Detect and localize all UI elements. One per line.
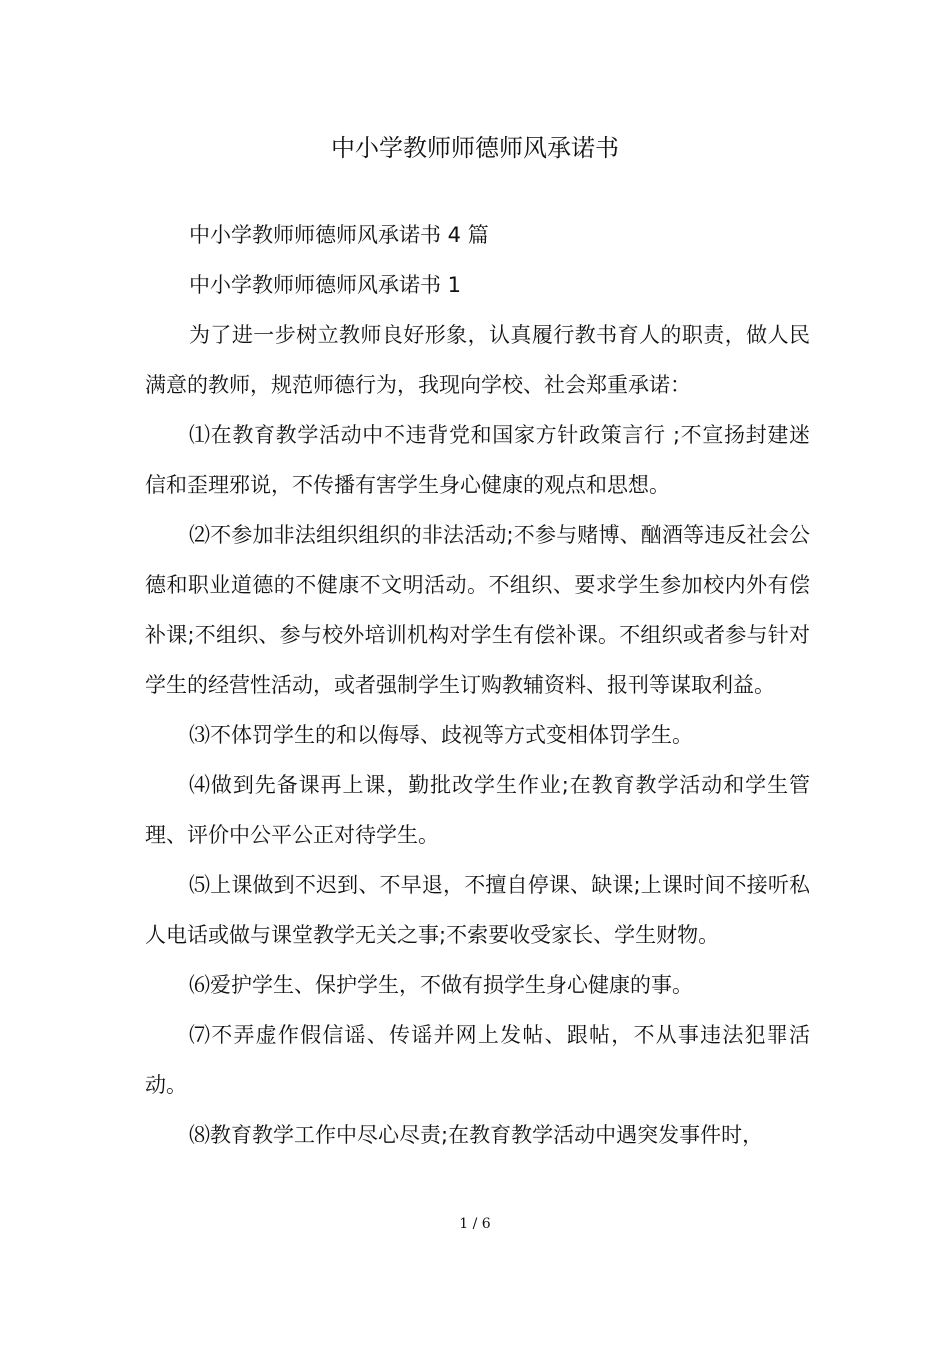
paragraph-item-2: ⑵不参加非法组织组织的非法活动;不参与赌博、酗酒等违反社会公德和职业道德的不健康不文明活动。不组织、要求学生参加校内外有偿补课;不组织、参与校外培训机构对学生有偿补课。不组织或者参与针对学生的经营性活动，或者强制学生订购教辅资料、报刊等谋取利益。 — [145, 523, 810, 697]
paragraph-subtitle: 中小学教师师德师风承诺书 4 篇 — [189, 223, 489, 247]
document-title: 中小学教师师德师风承诺书 — [331, 134, 619, 162]
paragraph-section-heading: 中小学教师师德师风承诺书 1 — [189, 273, 462, 297]
paragraph-item-1: ⑴在教育教学活动中不违背党和国家方针政策言行 ;不宣扬封建迷信和歪理邪说，不传播有害学生身心健康的观点和思想。 — [145, 423, 810, 497]
document-body — [145, 210, 810, 1160]
paragraph-item-6: ⑹爱护学生、保护学生，不做有损学生身心健康的事。 — [189, 973, 693, 997]
paragraph-intro: 为了进一步树立教师良好形象，认真履行教书育人的职责，做人民满意的教师，规范师德行为，我现向学校、社会郑重承诺： — [145, 323, 810, 397]
paragraph-item-7: ⑺不弄虚作假信谣、传谣并网上发帖、跟帖，不从事违法犯罪活动。 — [145, 1023, 810, 1097]
paragraph-item-8: ⑻教育教学工作中尽心尽责;在教育教学活动中遇突发事件时， — [189, 1123, 764, 1147]
paragraph-item-3: ⑶不体罚学生的和以侮辱、歧视等方式变相体罚学生。 — [189, 723, 693, 747]
paragraph-item-4: ⑷做到先备课再上课，勤批改学生作业;在教育教学活动和学生管理、评价中公平公正对待学生。 — [145, 773, 810, 847]
paragraph-item-5: ⑸上课做到不迟到、不早退，不擅自停课、缺课;上课时间不接听私人电话或做与课堂教学无关之事;不索要收受家长、学生财物。 — [145, 873, 810, 947]
page-number: 1 / 6 — [459, 1216, 491, 1232]
